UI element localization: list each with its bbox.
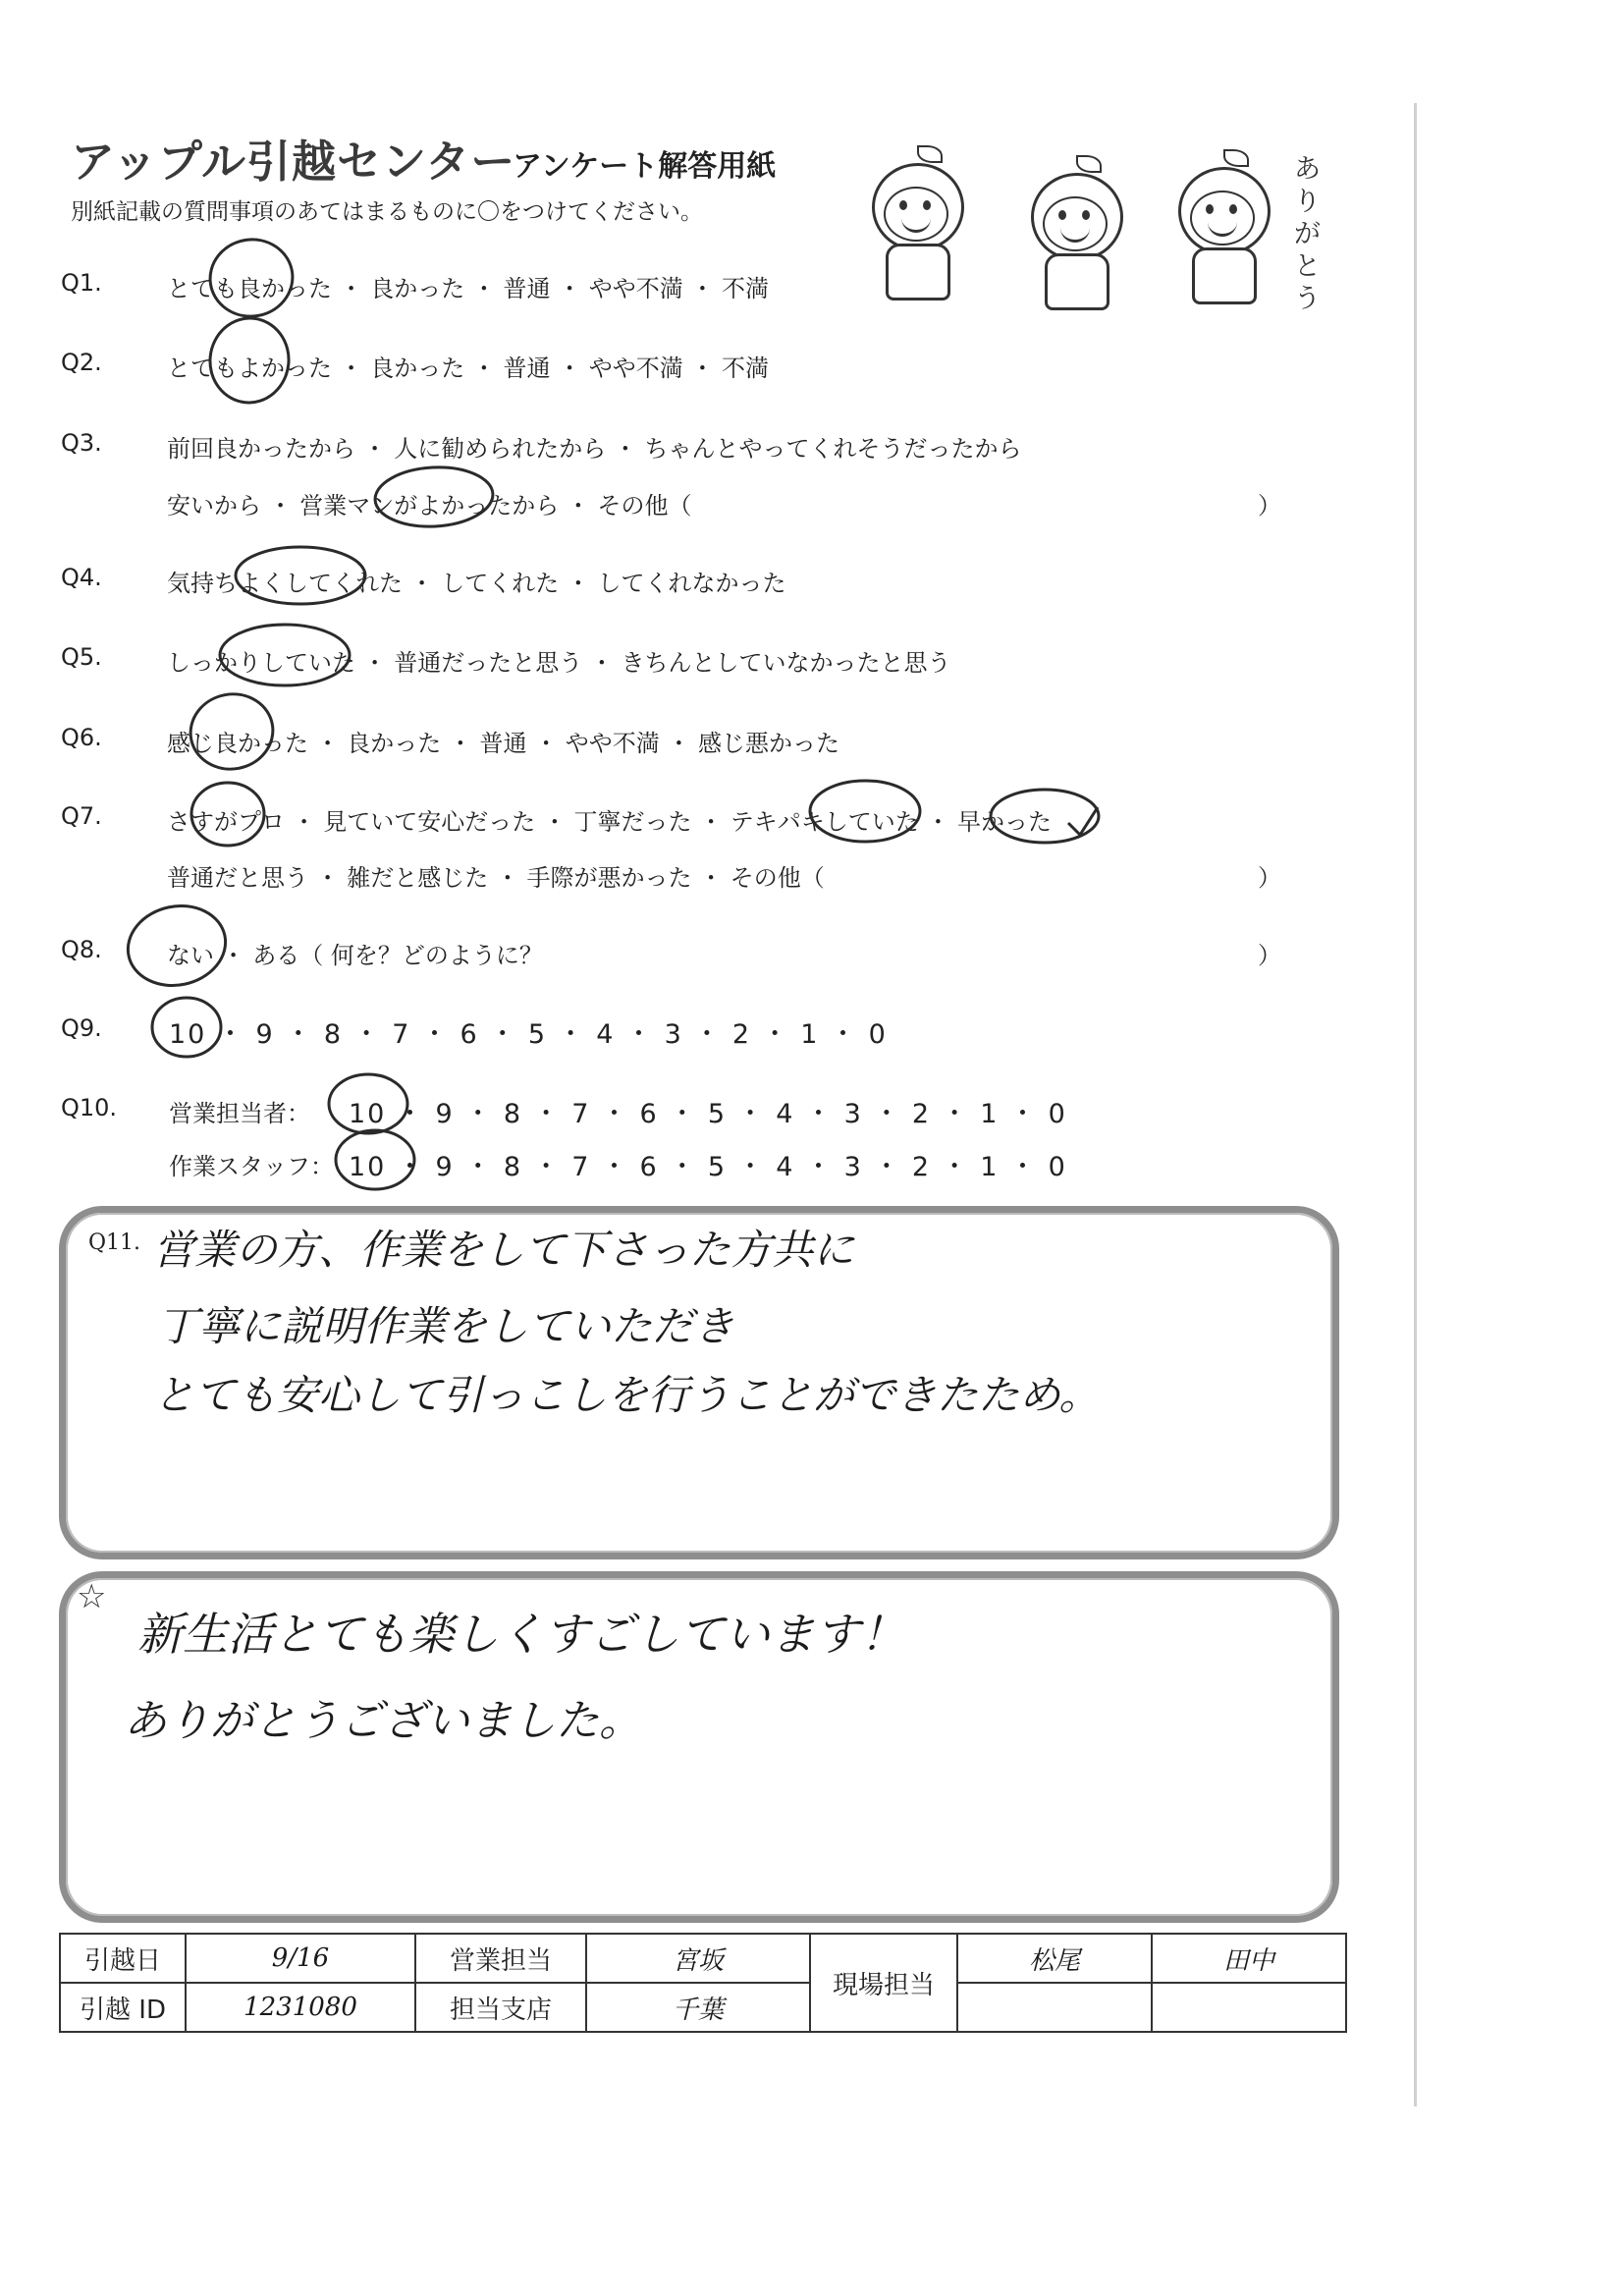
question-number: Q3. (61, 429, 102, 457)
move-date-value: 9/16 (186, 1934, 415, 1983)
question-options: とても良かった ・ 良かった ・ 普通 ・ やや不満 ・ 不満 (167, 275, 770, 302)
question-options: さすがプロ ・ 見ていて安心だった ・ 丁寧だった ・ テキパキしていた ・ 早かった (167, 808, 1053, 836)
monkey-mascot-icon (1168, 149, 1276, 306)
form-title: アンケート解答用紙 (513, 149, 777, 184)
question-options: 気持ちよくしてくれた ・ してくれた ・ してくれなかった (167, 570, 786, 597)
instruction-text: 別紙記載の質問事項のあてはまるものに〇をつけてください。 (71, 199, 703, 225)
branch-label: 担当支店 (415, 1983, 586, 2032)
question-options: しっかりしていた ・ 普通だったと思う ・ きちんとしていなかったと思う (167, 649, 951, 677)
move-id-value: 1231080 (186, 1983, 415, 2032)
comment-handwritten-line: ありがとうございました。 (124, 1696, 642, 1746)
brand-title: アップル引越センター (71, 136, 516, 188)
question-options: とてもよかった ・ 良かった ・ 普通 ・ やや不満 ・ 不満 (167, 355, 770, 382)
site-staff-empty-cell (957, 1983, 1152, 2032)
site-staff-empty-cell (1152, 1983, 1346, 2032)
star-icon: ☆ (77, 1577, 107, 1616)
staff-scale: 10 ・ 9 ・ 8 ・ 7 ・ 6 ・ 5 ・ 4 ・ 3 ・ 2 ・ 1 ・ 0 (349, 1152, 1067, 1182)
question-number: Q5. (61, 643, 102, 671)
move-id-label: 引越 ID (60, 1983, 186, 2032)
question-number: Q10. (61, 1094, 118, 1121)
branch-value: 千葉 (586, 1983, 810, 2032)
checkmark-q7 (1068, 807, 1098, 835)
question-number: Q9. (61, 1014, 102, 1042)
thanks-vertical-text: ありがとう (1294, 154, 1321, 314)
site-staff-label: 現場担当 (810, 1934, 957, 2032)
site-staff-value-2: 田中 (1152, 1934, 1346, 1983)
question-number: Q7. (61, 802, 102, 830)
question-options-line2: 普通だと思う ・ 雑だと感じた ・ 手際が悪かった ・ その他（ (167, 864, 825, 892)
move-info-table (59, 1933, 1347, 2033)
question-options: 前回良かったから ・ 人に勧められたから ・ ちゃんとやってくれそうだったから (167, 435, 1022, 463)
sales-rep-label: 営業担当者： (169, 1100, 310, 1127)
staff-label: 作業スタッフ： (169, 1153, 334, 1180)
q11-handwritten-line: とても安心して引っこしを行うことができたため。 (153, 1371, 1101, 1419)
score-scale: 10 ・ 9 ・ 8 ・ 7 ・ 6 ・ 5 ・ 4 ・ 3 ・ 2 ・ 1 ・ 0 (169, 1019, 888, 1050)
question-number: Q8. (61, 936, 102, 963)
q11-handwritten-line: 営業の方、作業をして下さった方共に (153, 1226, 855, 1274)
site-staff-value-1: 松尾 (957, 1934, 1152, 1983)
paren-close: ） (1258, 942, 1281, 969)
question-options: ない ・ ある（ 何を？どのように？ (167, 942, 543, 969)
page-edge-line (1414, 103, 1417, 2106)
question-options-line2: 安いから ・ 営業マンがよかったから ・ その他（ (167, 492, 692, 519)
move-date-label: 引越日 (60, 1934, 186, 1983)
question-number: Q4. (61, 564, 102, 591)
question-options: 感じ良かった ・ 良かった ・ 普通 ・ やや不満 ・ 感じ悪かった (167, 730, 840, 757)
comment-handwritten-line: 新生活とても楽しくすごしています！ (137, 1608, 905, 1661)
paren-close: ） (1258, 492, 1281, 519)
q11-label: Q11. (88, 1230, 141, 1255)
sales-value: 宮坂 (586, 1934, 810, 1983)
sales-label: 営業担当 (415, 1934, 586, 1983)
sales-rep-scale: 10 ・ 9 ・ 8 ・ 7 ・ 6 ・ 5 ・ 4 ・ 3 ・ 2 ・ 1 ・ 0 (349, 1099, 1067, 1129)
monkey-mascot-icon (1021, 155, 1129, 312)
paren-close: ） (1258, 864, 1281, 892)
question-number: Q1. (61, 269, 102, 297)
question-number: Q6. (61, 724, 102, 751)
question-number: Q2. (61, 349, 102, 376)
q11-handwritten-line: 丁寧に説明作業をしていただき (157, 1302, 735, 1350)
monkey-mascot-icon (862, 145, 970, 302)
